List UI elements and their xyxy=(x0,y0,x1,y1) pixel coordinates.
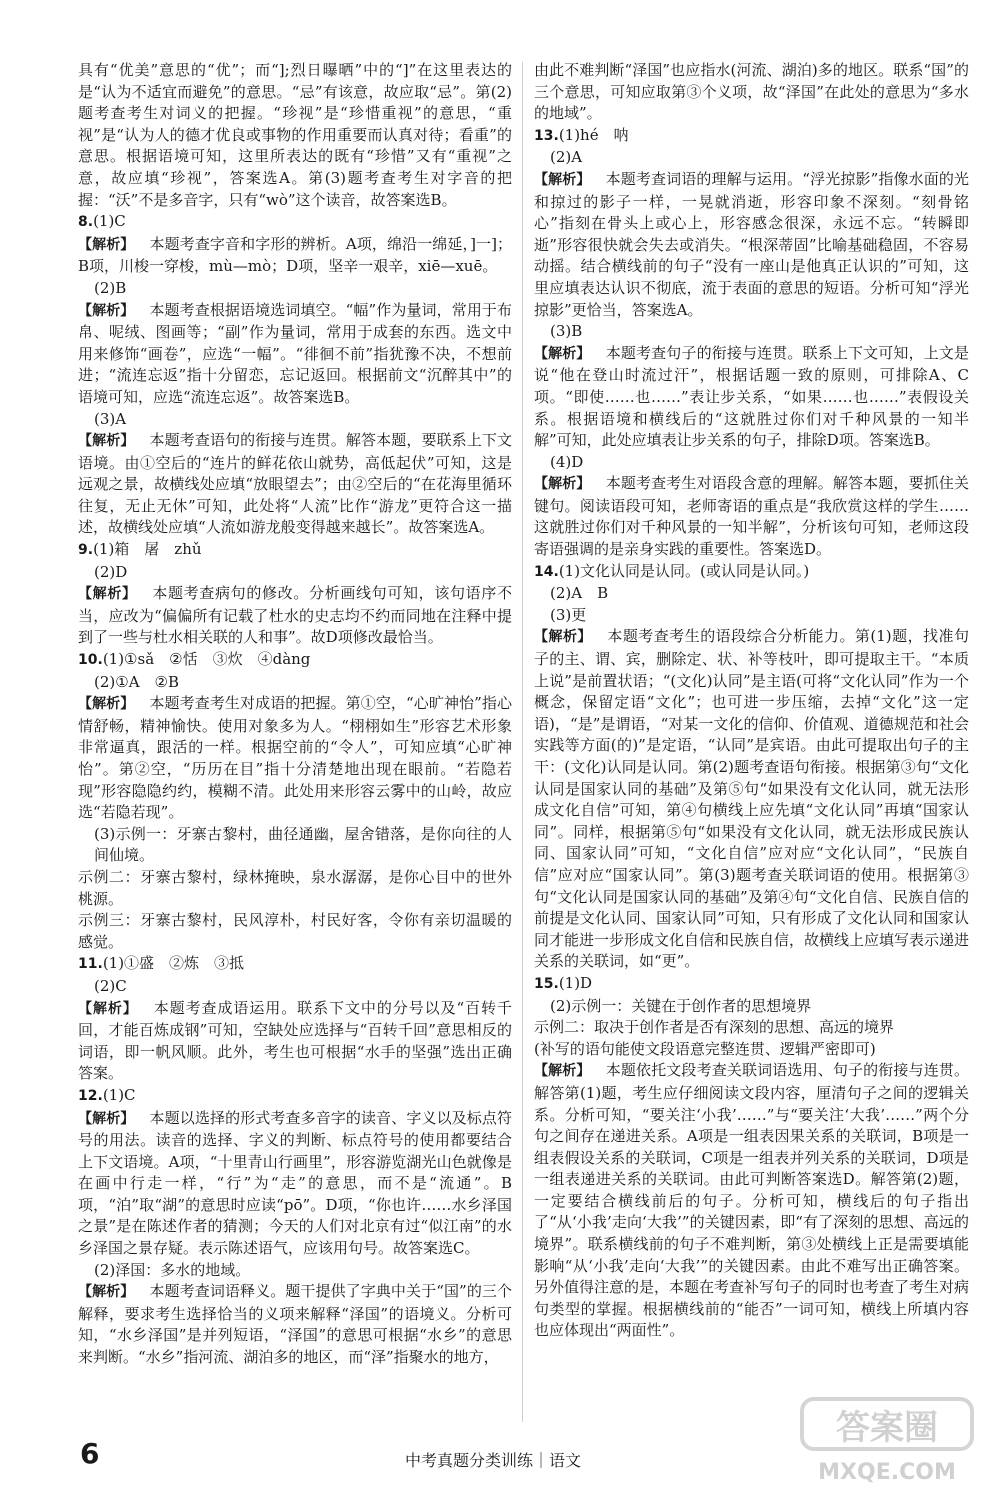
question-number: 14. xyxy=(534,563,559,580)
analysis-tag: 【解析】 xyxy=(534,1063,591,1080)
paragraph-text: (2)①A ②B xyxy=(94,672,179,691)
question-number: 11. xyxy=(78,956,103,973)
paragraph-text: 本题依托文段考查关联词语选用、句子的衔接与连贯。解答第(1)题，考生应仔细阅读文段内容，厘清句子之间的逻辑关系。分析可知，“要关注‘小我’……”与“要关注‘大我’……”两个分句之间存在递进关系。A项是一组表因果关系的关联词，B项是一组表假设关系的关联词，C项是一组表并列关系的关联词，D项是一组表递进关系的关联词。由此可判断答案选D。解答第(2)题，一定要结合横线前后的句子。分析可知，横线后的句子指出了“从‘小我’走向‘大我’”的关键因素，即“有了深刻的思想、高远的境界”。联系横线前的句子不难判断，第③处横线上正是需要填能影响“从‘小我’走向‘大我’”的关键因素。由此不难写出正确答案。另外值得注意的是，本题在考查补写句子的同时也考查了考生对病句类型的掌握。根据横线前的“能否”一词可知，横线上所填内容也应体现出“两面性”。 xyxy=(534,1061,970,1340)
paragraph-text: 本题考查考生的语段综合分析能力。第(1)题，找准句子的主、谓、宾，删除定、状、补等枝叶，即可提取主干。“本质上说”是前置状语；“(文化)认同”是主语(可将“文化认同”作为一个概念，保留定语“文化”；也可进一步压缩，去掉“文化”这一定语)，“是”是谓语，“对某一文化的信仰、价值观、道德规范和社会实践等方面(的)”是定语，“认同”是宾语。由此可提取出句子的主干：(文化)认同是认同。第(2)题考查语句衔接。根据第③句“文化认同是国家认同的基础”及第⑤句“如果没有文化认同，就无法形成文化自信”可知，第④句横线上应先填“文化认同”再填“国家认同”。同样，根据第⑤句“如果没有文化认同，就无法形成民族认同、国家认同”可知，“文化自信”应对应“文化认同”，“民族自信”应对应“国家认同”。第(3)题考查关联词语的使用。根据第③句“文化认同是国家认同的基础”及第④句“文化自信、民族自信的前提是文化认同、国家认同”可知，只有形成了文化认同和国家认同才能进一步形成文化自信和民族自信，故横线上应填写表示递进关系的关联词，如“更”。 xyxy=(534,627,970,971)
paragraph-text: 本题考查词语的理解与运用。“浮光掠影”指像水面的光和掠过的影子一样，一晃就消逝，形容印象不深刻。“刻骨铭心”指刻在骨头上或心上，形容感念很深，永远不忘。“转瞬即逝”形容很快就会失去或消失。“根深蒂固”比喻基础稳固，不容易动摇。结合横线前的句子“没有一座山是他真正认识的”可知，这里应填表达认识不彻底，流于表面的意思的短语。分析可知“浮光掠影”更恰当，答案选A。 xyxy=(534,169,970,319)
paragraph-text: (1)箱 屠 zhǔ xyxy=(93,540,202,559)
paragraph-text: 本题考查语句的衔接与连贯。解答本题，要联系上下文语境。由①空后的“连片的鲜花依山就势，高低起伏”可知，这是远观之景，故横线处应填“放眼望去”；由②空后的“在花海里循环往复，无止无休”可知，此处将“人流”比作“游龙”更符合这一描述，故横线处应填“人流如游龙般变得越来越长”。故答案选A。 xyxy=(78,431,512,537)
paragraph-text: (1)①盛 ②炼 ③抵 xyxy=(102,954,245,973)
paragraph-text: (2)D xyxy=(94,562,128,581)
answer-paragraph xyxy=(78,409,512,431)
answer-paragraph xyxy=(78,867,512,910)
paragraph-text: 本题考查词语释义。题干提供了字典中关于“国”的三个解释，要求考生选择恰当的义项来解释“泽国”的语境义。分析可知，“水乡泽国”是并列短语，“泽国”的意思可根据“水乡”的意思来判断。“水乡”指河流、湖泊多的地区，而“泽”指聚水的地方， xyxy=(78,1282,513,1367)
paragraph-text: (2)A B xyxy=(550,584,609,603)
answer-paragraph xyxy=(78,60,512,211)
paragraph-text: (1)D xyxy=(558,973,593,992)
answer-paragraph xyxy=(78,672,512,694)
paragraph-text: (2)示例一：关键在于创作者的思想境界 xyxy=(550,996,812,1015)
paragraph-text: (1)文化认同是认同。(或认同是认同。) xyxy=(558,561,810,580)
answer-paragraph xyxy=(78,234,512,278)
answer-paragraph xyxy=(534,321,969,343)
analysis-tag: 【解析】 xyxy=(534,629,592,646)
answer-paragraph xyxy=(534,169,969,321)
paragraph-text: (1)hé 呐 xyxy=(558,125,629,144)
paragraph-text: (3)A xyxy=(94,409,127,428)
analysis-tag: 【解析】 xyxy=(78,302,135,319)
answer-paragraph xyxy=(78,976,512,998)
column-divider xyxy=(522,62,523,1422)
answer-paragraph xyxy=(78,1281,512,1368)
paragraph-text: 由此不难判断“泽国”也应指水(河流、湖泊)多的地区。联系“国”的三个意思，可知应取第③个义项，故“泽国”在此处的意思为“多水的地域”。 xyxy=(534,61,969,123)
analysis-tag: 【解析】 xyxy=(534,345,591,362)
answer-paragraph xyxy=(534,1017,969,1039)
answer-paragraph xyxy=(78,693,512,824)
answer-paragraph xyxy=(78,562,512,584)
paragraph-text: (1)C xyxy=(102,1085,136,1104)
answer-paragraph xyxy=(78,824,512,867)
paragraph-text: 本题考查根据语境选词填空。“幅”作为量词，常用于布帛、呢绒、图画等；“副”作为量词，常用于成套的东西。选文中用来修饰“画卷”，应选“一幅”。“徘徊不前”指犹豫不决，不想前进；“流连忘返”指十分留恋，忘记返回。根据前文“沉醉其中”的语境可知，应选“流连忘返”。故答案选B。 xyxy=(78,300,513,406)
book-title: 中考真题分类训练｜语文 xyxy=(405,1451,582,1470)
answer-paragraph xyxy=(534,343,969,452)
answer-paragraph xyxy=(78,1085,512,1108)
answer-paragraph xyxy=(78,910,512,953)
paragraph-text: 本题考查病句的修改。分析画线句可知，该句语序不当，应改为“偏偏所有记载了杜水的史志均不约而同地在注释中提到了一些与杜水相关联的人和事”。故D项修改最恰当。 xyxy=(78,584,512,647)
answer-paragraph xyxy=(78,1108,512,1260)
watermark-logo-text: 答案圈 xyxy=(836,1408,938,1448)
paragraph-text: (1)C xyxy=(93,212,126,231)
answer-paragraph xyxy=(534,1060,969,1342)
paragraph-text: 本题考查考生对成语的把握。第①空，“心旷神怡”指心情舒畅，精神愉快。使用对象多为人。“栩栩如生”形容艺术形象非常逼真，跟活的一样。根据空前的“令人”，可知应填“心旷神怡”。第②空，“历历在目”指十分清楚地出现在眼前。“若隐若现”形容隐隐约约，模糊不清。此处用来形容云雾中的山岭，故应选“若隐若现”。 xyxy=(78,694,513,822)
question-number: 10. xyxy=(78,652,103,669)
question-number: 8. xyxy=(78,214,94,231)
analysis-tag: 【解析】 xyxy=(78,586,137,603)
paragraph-text: 示例二：牙寨古黎村，绿林掩映，泉水潺潺，是你心目中的世外桃源。 xyxy=(78,867,512,908)
answer-paragraph xyxy=(534,973,969,996)
paragraph-text: 本题考查字音和字形的辨析。A项，绵沿一绵延，]一]；B项，川梭一穿梭，mù—mò；D项，坚辛一艰辛，xiē—xuē。 xyxy=(78,234,513,276)
answer-paragraph xyxy=(534,583,969,605)
answer-paragraph xyxy=(78,649,512,672)
paragraph-text: (2)A xyxy=(550,148,583,167)
paragraph-text: 本题考查考生对语段含意的理解。解答本题，要抓住关键句。阅读语段可知，老师寄语的重点是“我欣赏这样的学生……这就胜过你们对千种风景的一知半解”，分析该句可知，老师这段寄语强调的是亲身实践的重要性。答案选D。 xyxy=(534,474,969,559)
paragraph-text: 示例二：取决于创作者是否有深刻的思想、高远的境界 xyxy=(534,1018,895,1037)
question-number: 9. xyxy=(78,542,94,559)
answer-paragraph xyxy=(534,626,969,973)
analysis-tag: 【解析】 xyxy=(78,236,135,253)
paragraph-text: 具有“优美”意思的“优”；而“];烈日曝晒”中的“]”在这里表达的是“认为不适宜而避免”的意思。“忌”有该意，故应取“忌”。第(2)题考查考生对词义的把握。“珍视”是“珍惜重视”的意思，“重视”是“认为人的德才优良或事物的作用重要而认真对待；看重”的意思。根据语境可知，这里所表达的既有“珍惜”又有“重视”之意，故应填“珍视”，答案选A。第(3)题考查考生对字音的把握：“沃”不是多音字，只有“wò”这个读音，故答案选B。 xyxy=(78,61,512,209)
paragraph-text: 本题考查成语运用。联系下文中的分号以及“百转千回，才能百炼成钢”可知，空缺处应选择与“百转千回”意思相反的词语，即一帆风顺。此外，考生也可根据“水手的坚强”选出正确答案。 xyxy=(78,998,513,1083)
question-number: 12. xyxy=(78,1087,103,1104)
paragraph-text: (补写的语句能使文段语意完整连贯、逻辑严密即可) xyxy=(534,1039,876,1058)
paragraph-text: (3)更 xyxy=(550,605,587,624)
right-column xyxy=(534,60,969,1342)
answer-paragraph xyxy=(534,605,969,627)
question-number: 15. xyxy=(534,975,559,992)
answer-paragraph xyxy=(534,996,969,1018)
answer-paragraph xyxy=(78,278,512,300)
paragraph-text: (4)D xyxy=(550,452,584,471)
paragraph-text: 示例三：牙寨古黎村，民风淳朴，村民好客，令你有亲切温暖的感觉。 xyxy=(78,911,512,951)
answer-paragraph xyxy=(78,430,512,539)
answer-paragraph xyxy=(78,953,512,976)
analysis-tag: 【解析】 xyxy=(78,696,135,713)
answer-paragraph xyxy=(78,211,512,234)
paragraph-text: (2)B xyxy=(94,278,127,297)
page-number: 6 xyxy=(80,1437,100,1470)
question-number: 13. xyxy=(534,127,559,144)
paragraph-text: 本题考查句子的衔接与连贯。联系上下文可知，上文是说“他在登山时流过汗”，根据话题一致的原则，可排除A、C项。“即使……也……”表让步关系，“如果……也……”表假设关系。根据语境和横线后的“这就胜过你们对千种风景的一知半解”可知，此处应填表让步关系的句子，排除D项。答案选B。 xyxy=(534,343,969,450)
left-column xyxy=(78,60,512,1369)
paragraph-text: (2)C xyxy=(94,976,127,995)
paragraph-text: (3)示例一：牙寨古黎村，曲径通幽，屋舍错落，是你向往的人间仙境。 xyxy=(94,824,512,865)
answer-paragraph xyxy=(78,1260,512,1282)
paragraph-text: (1)①sǎ ②恬 ③炊 ④dàng xyxy=(102,650,311,669)
analysis-tag: 【解析】 xyxy=(78,1000,138,1017)
analysis-tag: 【解析】 xyxy=(534,476,591,493)
watermark-url: MXQE.COM xyxy=(818,1460,956,1485)
analysis-tag: 【解析】 xyxy=(78,433,135,450)
analysis-tag: 【解析】 xyxy=(78,1110,135,1127)
answer-paragraph xyxy=(534,561,969,584)
answer-paragraph xyxy=(78,539,512,562)
answer-paragraph xyxy=(534,1039,969,1061)
answer-paragraph xyxy=(534,125,969,148)
paragraph-text: (3)B xyxy=(550,322,583,341)
watermark-logo xyxy=(800,1395,975,1487)
answer-paragraph xyxy=(534,473,969,560)
answer-paragraph xyxy=(78,300,512,409)
answer-paragraph xyxy=(78,998,512,1085)
analysis-tag: 【解析】 xyxy=(534,171,591,188)
answer-paragraph xyxy=(534,60,969,125)
answer-paragraph xyxy=(534,452,969,474)
paragraph-text: 本题以选择的形式考查多音字的读音、字义以及标点符号的用法。读音的选择、字义的判断、标点符号的使用都要结合上下文语境。A项，“十里青山行画里”，形容游览湖光山色就像是在画中行走一样，“行”为“走”的意思，而不是“流通”。B项，“泊”取“湖”的意思时应读“pō”。D项，“你也许……水乡泽国之景”是在陈述作者的猜测；今天的人们对北京有过“似江南”的水乡泽国之景存疑。表示陈述语气，应该用句号。故答案选C。 xyxy=(78,1108,512,1258)
paragraph-text: (2)泽国：多水的地域。 xyxy=(94,1260,251,1279)
answer-paragraph xyxy=(78,583,512,649)
answer-paragraph xyxy=(534,147,969,169)
analysis-tag: 【解析】 xyxy=(78,1284,135,1301)
